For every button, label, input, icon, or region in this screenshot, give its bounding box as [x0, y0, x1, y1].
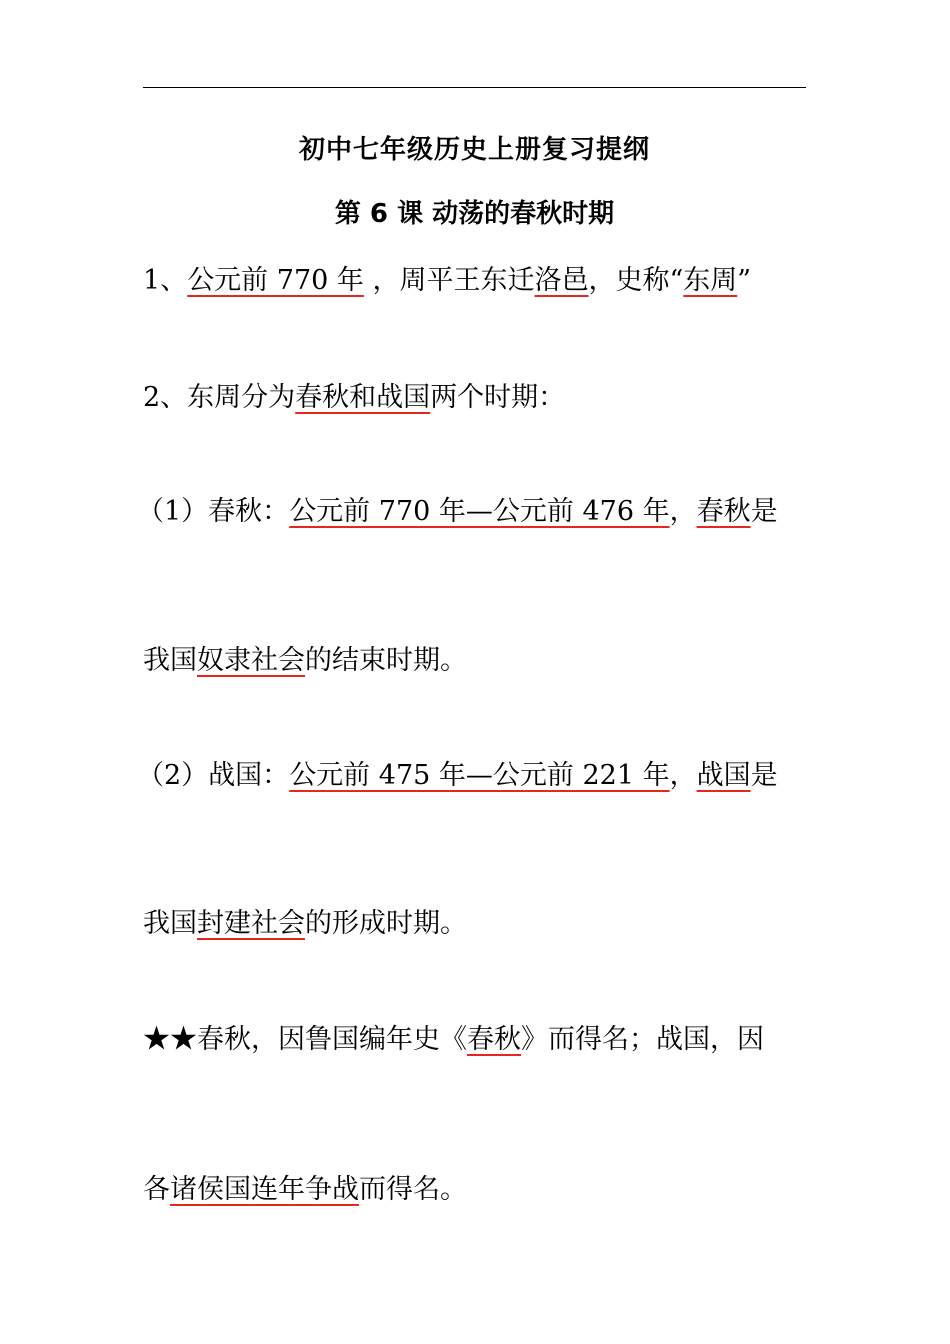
- p6-key-society: 封建社会: [197, 908, 305, 939]
- header-rule: [143, 87, 806, 88]
- p1-text-e: ，史称“: [588, 265, 684, 296]
- paragraph-4: [143, 643, 467, 679]
- p3-key-period: 春秋: [696, 496, 751, 527]
- p4-text-a: 我国: [143, 645, 197, 676]
- p3-text-e: 是: [750, 496, 778, 527]
- p1-text-a: 1、: [143, 265, 188, 296]
- lesson-subtitle: 第 6 课 动荡的春秋时期: [334, 199, 615, 229]
- p3-key-dates: 公元前 770 年—公元前 476 年: [289, 496, 670, 527]
- p2-text-a: 2、东周分为: [143, 382, 296, 413]
- paragraph-8: [143, 1172, 467, 1208]
- p4-text-c: 的结束时期。: [305, 645, 467, 676]
- p1-text-g: ”: [737, 265, 752, 296]
- p7-text-c: 》而得名；战国，因: [521, 1024, 764, 1055]
- paragraph-7: [143, 1022, 764, 1058]
- p5-text-a: （2）战国：: [137, 760, 290, 791]
- p8-text-a: 各: [143, 1174, 170, 1205]
- p2-key-periods: 春秋和战国: [295, 382, 431, 413]
- p1-key-capital: 洛邑: [534, 265, 589, 296]
- p3-text-a: （1）春秋：: [137, 496, 290, 527]
- p6-text-a: 我国: [143, 908, 197, 939]
- paragraph-6: [143, 906, 467, 942]
- p8-text-c: 而得名。: [359, 1174, 467, 1205]
- p5-text-c: ，: [669, 760, 697, 791]
- p3-text-c: ，: [669, 496, 697, 527]
- paragraph-3: [137, 494, 778, 530]
- p1-key-name: 东周: [683, 265, 738, 296]
- p4-key-society: 奴隶社会: [197, 645, 305, 676]
- paragraph-5: [137, 758, 778, 794]
- p5-key-period: 战国: [696, 760, 751, 791]
- p1-key-date: 公元前 770 年: [187, 265, 364, 296]
- p1-text-c: ，周平王东迁: [363, 265, 535, 296]
- p7-text-a: ★★春秋，因鲁国编年史《: [143, 1024, 467, 1055]
- paragraph-1: [143, 263, 751, 299]
- p8-key-wars: 诸侯国连年争战: [170, 1174, 359, 1205]
- p5-text-e: 是: [750, 760, 778, 791]
- p7-key-chronicle: 春秋: [467, 1024, 521, 1055]
- p6-text-c: 的形成时期。: [305, 908, 467, 939]
- p5-key-dates: 公元前 475 年—公元前 221 年: [289, 760, 670, 791]
- p2-text-c: 两个时期：: [430, 382, 566, 413]
- document-title: 初中七年级历史上册复习提纲: [298, 135, 650, 165]
- paragraph-2: [143, 380, 565, 416]
